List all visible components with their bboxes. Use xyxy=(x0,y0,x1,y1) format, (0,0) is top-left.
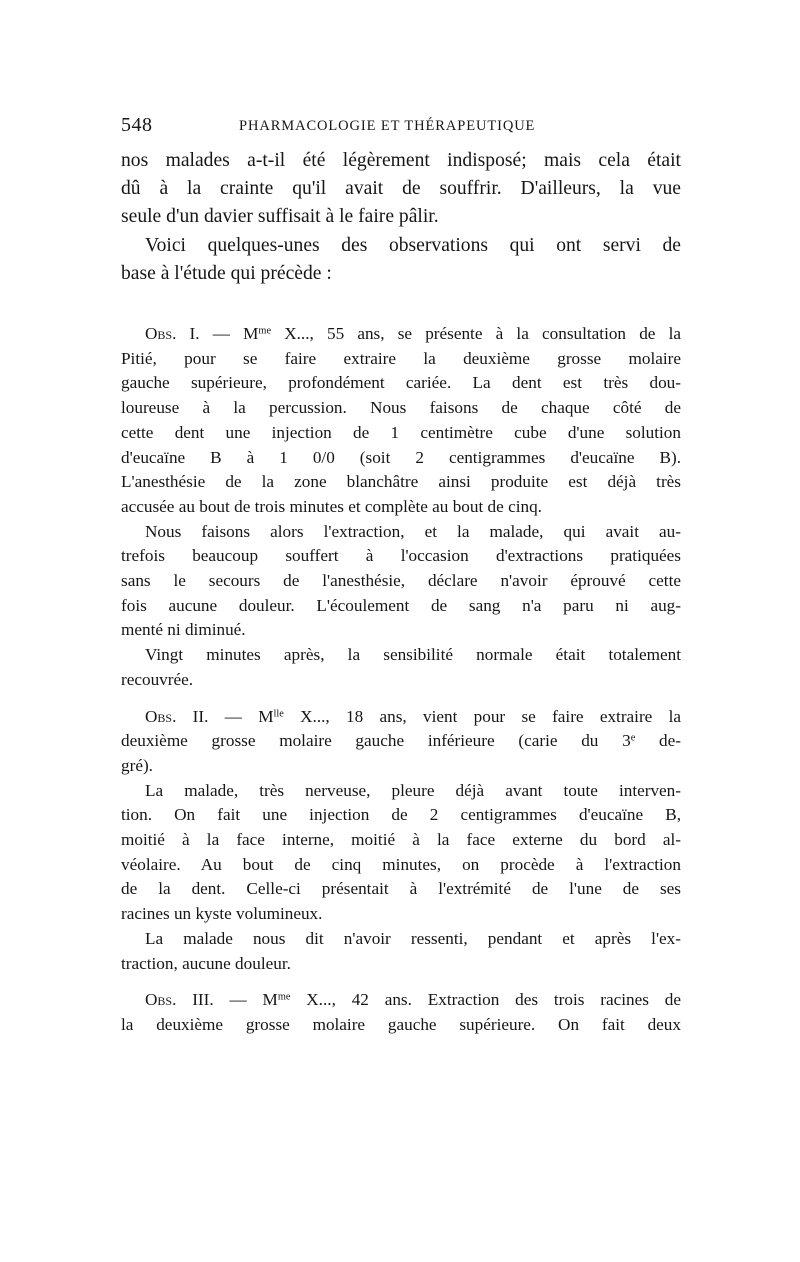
page-header xyxy=(121,114,687,140)
text-line: tion. On fait une injection de 2 centigrammes d'eucaïne B, xyxy=(121,805,681,825)
text-line: moitié à la face interne, moitié à la face externe du bord al- xyxy=(121,830,681,850)
text-line: nos malades a-t-il été légèrement indisposé; mais cela était xyxy=(121,150,681,171)
text-line: cette dent une injection de 1 centimètre cube d'une solution xyxy=(121,422,681,442)
text-line: trefois beaucoup souffert à l'occasion d'extractions pratiquées xyxy=(121,546,681,566)
text-line: Vingt minutes après, la sensibilité normale était totalement xyxy=(145,645,681,665)
text-line: gauche supérieure, profondément cariée. La dent est très dou- xyxy=(121,373,681,393)
text-line: menté ni diminué. xyxy=(121,620,246,640)
text-line: Nous faisons alors l'extraction, et la malade, qui avait au- xyxy=(145,521,681,541)
observation-label: Obs. II. xyxy=(145,706,209,726)
text-line: fois aucune douleur. L'écoulement de sang n'a paru ni aug- xyxy=(121,595,681,615)
observation-label: Obs. I. xyxy=(145,324,200,344)
page-number: 548 xyxy=(121,114,153,136)
text-line: véolaire. Au bout de cinq minutes, on procède à l'extraction xyxy=(121,854,681,874)
text-line: dû à la crainte qu'il avait de souffrir. D'ailleurs, la vue xyxy=(121,178,681,200)
observation-heading-line: Obs. II. — $M^{lle}$ X..., 18 ans, vient pour se faire extraire la xyxy=(145,706,682,726)
text-line: Voici quelques-unes des observations qui ont servi de xyxy=(145,234,681,256)
observation-label: Obs. III. xyxy=(145,990,214,1010)
text-line: seule d'un davier suffisait à le faire pâlir. xyxy=(121,206,439,228)
text-line: base à l'étude qui précède : xyxy=(121,262,332,284)
text-line: loureuse à la percussion. Nous faisons de chaque côté de xyxy=(121,398,681,418)
text-line: de la dent. Celle-ci présentait à l'extrémité de l'une de ses xyxy=(121,879,681,899)
text-line: deuxième grosse molaire gauche inférieure (carie du 3e de- xyxy=(121,731,681,751)
observation-heading-line: Obs. III. — $M^{me}$ X..., 42 ans. Extraction des trois racines de xyxy=(145,990,681,1010)
text-line: sans le secours de l'anesthésie, déclare n'avoir éprouvé cette xyxy=(121,571,681,591)
observation-heading-line: Obs. I. — $M^{me}$ X..., 55 ans, se présente à la consultation de la xyxy=(145,324,681,344)
text-line: Pitié, pour se faire extraire la deuxième grosse molaire xyxy=(121,348,681,368)
text-line: d'eucaïne B à 1 0/0 (soit 2 centigrammes d'eucaïne B). xyxy=(121,447,681,467)
text-line: gré). xyxy=(121,755,153,775)
text-line: recouvrée. xyxy=(121,669,194,689)
text-line: racines un kyste volumineux. xyxy=(121,904,323,924)
text-line: accusée au bout de trois minutes et complète au bout de cinq. xyxy=(121,496,542,516)
text-line: La malade nous dit n'avoir ressenti, pendant et après l'ex- xyxy=(145,928,681,948)
text-line: L'anesthésie de la zone blanchâtre ainsi produite est déjà très xyxy=(121,472,681,492)
text-line: la deuxième grosse molaire gauche supérieure. On fait deux xyxy=(121,1015,681,1034)
text-line: La malade, très nerveuse, pleure déjà avant toute interven- xyxy=(145,780,681,800)
page-body xyxy=(121,147,681,1038)
text-line: traction, aucune douleur. xyxy=(121,953,291,973)
running-title: PHARMACOLOGIE ET THÉRAPEUTIQUE xyxy=(239,118,536,134)
